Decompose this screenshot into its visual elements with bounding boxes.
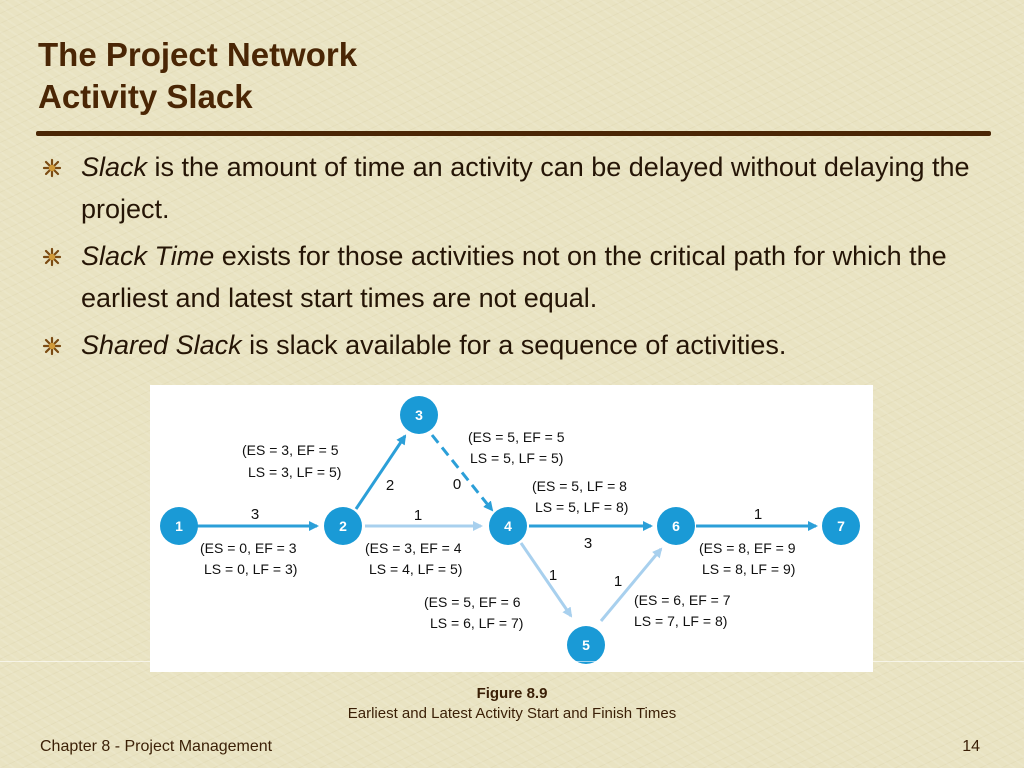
title-divider <box>36 131 991 136</box>
annotation-line: (ES = 6, EF = 7 <box>634 592 731 608</box>
edge-weight: 3 <box>583 535 593 552</box>
node-label: 7 <box>837 518 845 534</box>
bullet-term: Shared Slack <box>81 330 242 360</box>
node-5 <box>567 626 605 664</box>
footer-chapter: Chapter 8 - Project Management <box>40 738 273 755</box>
node-1 <box>160 507 198 545</box>
annotation-line: (ES = 5, LF = 8 <box>532 478 627 494</box>
annotation-node-3-in <box>242 442 341 480</box>
edge-4-5 <box>521 543 571 616</box>
node-6 <box>657 507 695 545</box>
edge-weight: 1 <box>413 507 423 524</box>
bullet-text: is the amount of time an activity can be delayed without delaying the project. <box>81 152 970 224</box>
slide-title-line2: Activity Slack <box>38 78 253 115</box>
annotation-line: LS = 5, LF = 8) <box>535 499 629 515</box>
network-diagram <box>150 385 873 672</box>
node-3 <box>400 396 438 434</box>
edge-5-6 <box>601 549 661 621</box>
bullet-item <box>42 324 992 366</box>
edge-2-3 <box>356 436 405 509</box>
slide-title <box>38 34 357 118</box>
annotation-line: LS = 3, LF = 5) <box>248 464 342 480</box>
edge-weight: 0 <box>452 476 462 493</box>
annotation-line: (ES = 8, EF = 9 <box>699 540 796 556</box>
annotation-node-2-4 <box>365 540 462 577</box>
annotation-node-6-7 <box>699 540 796 577</box>
edge-weight: 1 <box>613 573 623 590</box>
node-7 <box>822 507 860 545</box>
edge-weight: 1 <box>548 567 558 584</box>
network-svg <box>150 385 873 672</box>
node-label: 4 <box>504 518 512 534</box>
bullet-list <box>42 146 992 371</box>
annotation-line: (ES = 5, EF = 5 <box>468 429 565 445</box>
bullet-term: Slack <box>81 152 148 182</box>
edge-3-4 <box>432 435 492 510</box>
edge-weight: 2 <box>385 477 395 494</box>
annotation-line: LS = 4, LF = 5) <box>369 561 463 577</box>
annotation-line: LS = 6, LF = 7) <box>430 615 524 631</box>
page-number: 14 <box>962 738 980 755</box>
node-2 <box>324 507 362 545</box>
node-label: 2 <box>339 518 347 534</box>
asterisk-flower-icon <box>42 336 62 356</box>
annotation-line: (ES = 3, EF = 4 <box>365 540 462 556</box>
annotation-node-3-out <box>468 429 565 466</box>
slide-title-line1: The Project Network <box>38 36 358 73</box>
annotation-node-5-6 <box>634 592 731 629</box>
bullet-text: is slack available for a sequence of activities. <box>241 330 787 360</box>
annotation-node-1-2 <box>200 540 297 577</box>
node-label: 1 <box>175 518 183 534</box>
annotation-line: LS = 0, LF = 3) <box>204 561 298 577</box>
annotation-node-4-5 <box>424 594 523 631</box>
figure-caption-subtitle: Earliest and Latest Activity Start and Finish Times <box>347 705 677 722</box>
bullet-text: exists for those activities not on the critical path for which the earliest and latest start times are not equal. <box>81 241 947 313</box>
annotation-line: (ES = 5, EF = 6 <box>424 594 521 610</box>
edge-weight: 3 <box>250 506 260 523</box>
node-label: 5 <box>582 637 590 653</box>
annotation-line: LS = 8, LF = 9) <box>702 561 796 577</box>
annotation-line: LS = 5, LF = 5) <box>470 450 564 466</box>
annotation-line: (ES = 0, EF = 3 <box>200 540 297 556</box>
node-4 <box>489 507 527 545</box>
annotation-node-4-6 <box>532 478 628 515</box>
asterisk-flower-icon <box>42 247 62 267</box>
node-label: 3 <box>415 407 423 423</box>
bullet-item <box>42 146 992 230</box>
footer-divider <box>0 661 1024 662</box>
annotation-line: (ES = 3, EF = 5 <box>242 442 339 458</box>
bullet-term: Slack Time <box>81 241 215 271</box>
edge-weight: 1 <box>753 506 763 523</box>
figure-caption <box>0 684 1024 724</box>
asterisk-flower-icon <box>42 158 62 178</box>
annotation-line: LS = 7, LF = 8) <box>634 613 728 629</box>
node-label: 6 <box>672 518 680 534</box>
bullet-item <box>42 235 992 319</box>
figure-caption-title: Figure 8.9 <box>476 685 548 702</box>
